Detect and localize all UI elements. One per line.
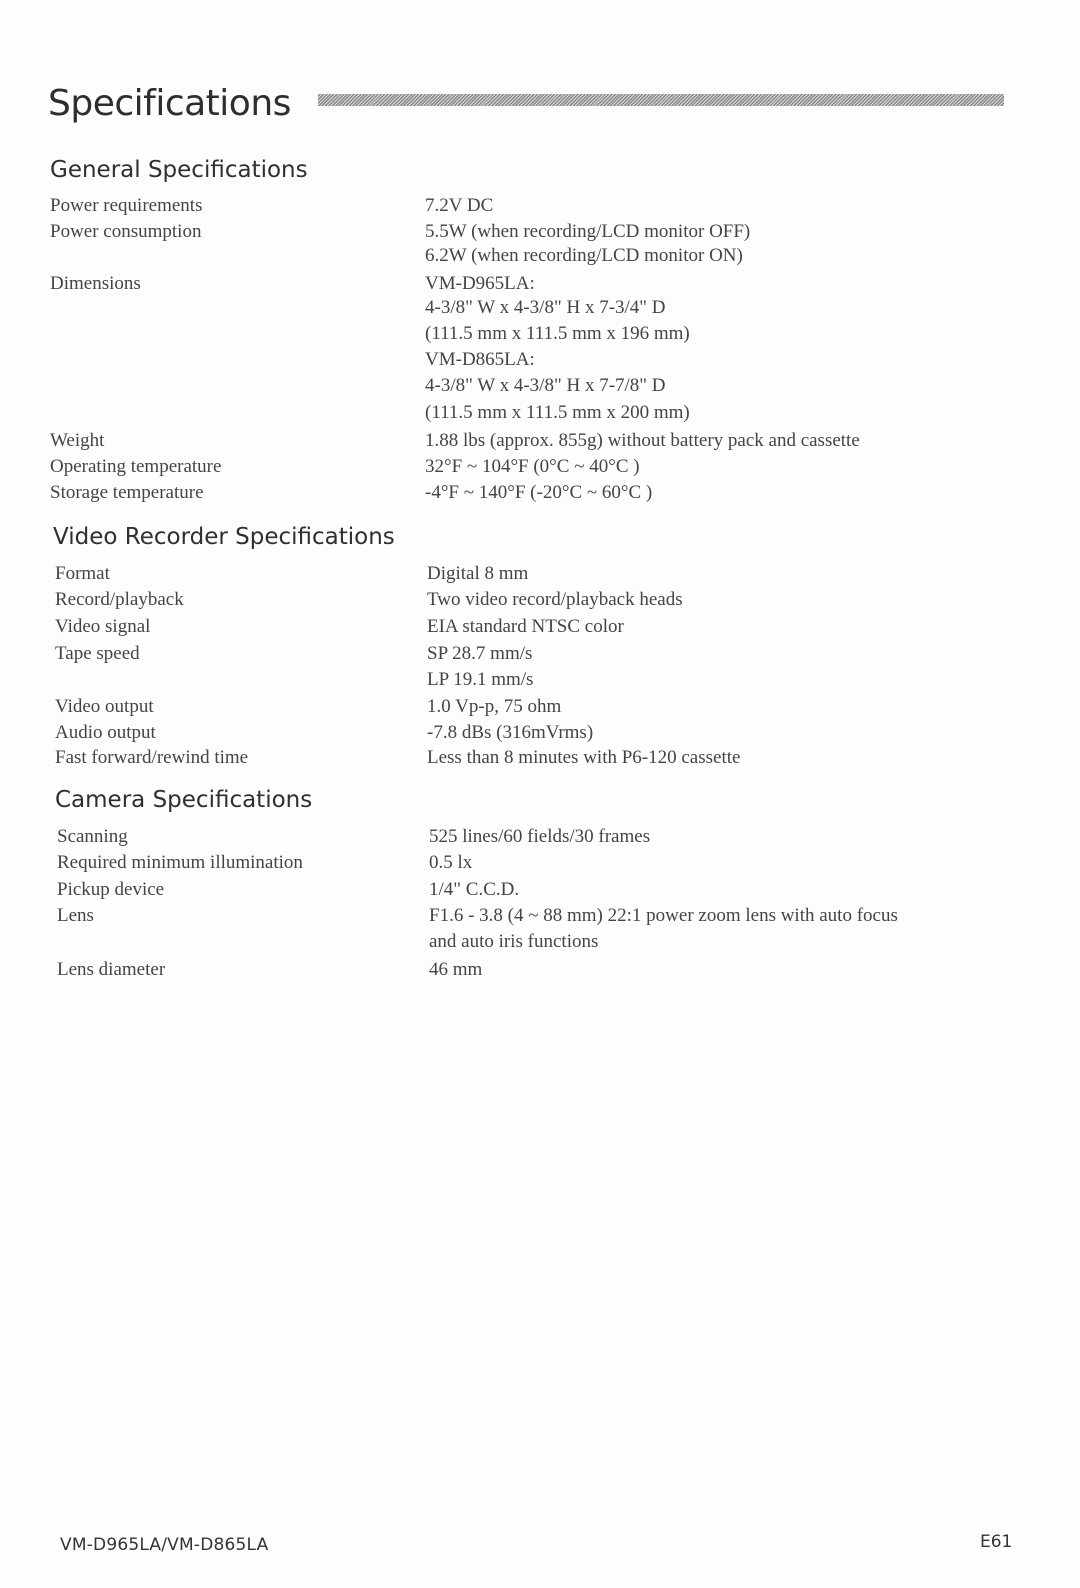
footer-model-number: VM-D965LA/VM-D865LA xyxy=(60,1535,269,1555)
spec-value: EIA standard NTSC color xyxy=(427,616,624,637)
spec-label: Tape speed xyxy=(55,643,140,664)
spec-row xyxy=(0,243,1080,269)
spec-row xyxy=(0,428,1080,454)
spec-row xyxy=(0,561,1080,587)
spec-value: 4-3/8" W x 4-3/8" H x 7-3/4" D xyxy=(425,297,666,318)
spec-value: 5.5W (when recording/LCD monitor OFF) xyxy=(425,221,751,242)
spec-row xyxy=(0,957,1080,983)
spec-row xyxy=(0,824,1080,850)
spec-value: 46 mm xyxy=(429,959,483,980)
spec-value: 1/4" C.C.D. xyxy=(429,879,520,900)
spec-row xyxy=(0,373,1080,399)
spec-label: Lens diameter xyxy=(57,959,166,980)
spec-label: Lens xyxy=(57,905,94,926)
spec-row xyxy=(0,400,1080,426)
page-title: Specifications xyxy=(48,83,291,124)
section-heading-camera: Camera Specifications xyxy=(55,787,313,813)
spec-value: (111.5 mm x 111.5 mm x 196 mm) xyxy=(425,323,690,344)
spec-label: Required minimum illumination xyxy=(57,852,303,873)
spec-value: 525 lines/60 fields/30 frames xyxy=(429,826,651,847)
spec-label: Fast forward/rewind time xyxy=(55,747,249,768)
spec-label: Audio output xyxy=(55,722,156,743)
spec-row xyxy=(0,271,1080,297)
spec-value: 1.0 Vp-p, 75 ohm xyxy=(427,696,562,717)
spec-row xyxy=(0,903,1080,929)
spec-label: Weight xyxy=(50,430,105,451)
spec-value: LP 19.1 mm/s xyxy=(427,669,534,690)
spec-label: Power requirements xyxy=(50,195,203,216)
spec-label: Pickup device xyxy=(57,879,165,900)
spec-row xyxy=(0,347,1080,373)
spec-value: 32°F ~ 104°F (0°C ~ 40°C ) xyxy=(425,456,640,477)
spec-row xyxy=(0,587,1080,613)
spec-row xyxy=(0,641,1080,667)
spec-label: Video output xyxy=(55,696,154,717)
spec-value: and auto iris functions xyxy=(429,931,599,952)
spec-row xyxy=(0,850,1080,876)
spec-label: Storage temperature xyxy=(50,482,204,503)
spec-row xyxy=(0,614,1080,640)
spec-row xyxy=(0,694,1080,720)
spec-value: 0.5 lx xyxy=(429,852,473,873)
spec-label: Video signal xyxy=(55,616,151,637)
spec-row xyxy=(0,454,1080,480)
spec-row xyxy=(0,321,1080,347)
spec-row xyxy=(0,667,1080,693)
spec-value: (111.5 mm x 111.5 mm x 200 mm) xyxy=(425,402,690,423)
spec-value: VM-D865LA: xyxy=(425,349,535,370)
spec-value: Digital 8 mm xyxy=(427,563,529,584)
section-heading-video-recorder: Video Recorder Specifications xyxy=(53,524,395,550)
spec-label: Dimensions xyxy=(50,273,141,294)
spec-row xyxy=(0,193,1080,219)
spec-row xyxy=(0,219,1080,245)
spec-row xyxy=(0,745,1080,771)
spec-row xyxy=(0,877,1080,903)
spec-value: 6.2W (when recording/LCD monitor ON) xyxy=(425,245,743,266)
spec-value: 4-3/8" W x 4-3/8" H x 7-7/8" D xyxy=(425,375,666,396)
section-heading-general: General Specifications xyxy=(50,157,308,183)
spec-label: Scanning xyxy=(57,826,128,847)
spec-label: Power consumption xyxy=(50,221,202,242)
spec-value: 1.88 lbs (approx. 855g) without battery pack and cassette xyxy=(425,430,860,451)
spec-label: Record/playback xyxy=(55,589,184,610)
spec-value: -7.8 dBs (316mVrms) xyxy=(427,722,594,743)
spec-row xyxy=(0,929,1080,955)
spec-row xyxy=(0,480,1080,506)
spec-value: Two video record/playback heads xyxy=(427,589,683,610)
spec-value: SP 28.7 mm/s xyxy=(427,643,533,664)
spec-value: VM-D965LA: xyxy=(425,273,535,294)
spec-row xyxy=(0,720,1080,746)
spec-value: Less than 8 minutes with P6-120 cassette xyxy=(427,747,741,768)
spec-value: F1.6 - 3.8 (4 ~ 88 mm) 22:1 power zoom lens with auto focus xyxy=(429,905,898,926)
title-rule xyxy=(318,94,1004,106)
footer-page-number: E61 xyxy=(980,1532,1013,1552)
spec-row xyxy=(0,295,1080,321)
spec-label: Format xyxy=(55,563,110,584)
spec-label: Operating temperature xyxy=(50,456,222,477)
spec-value: 7.2V DC xyxy=(425,195,494,216)
spec-value: -4°F ~ 140°F (-20°C ~ 60°C ) xyxy=(425,482,653,503)
